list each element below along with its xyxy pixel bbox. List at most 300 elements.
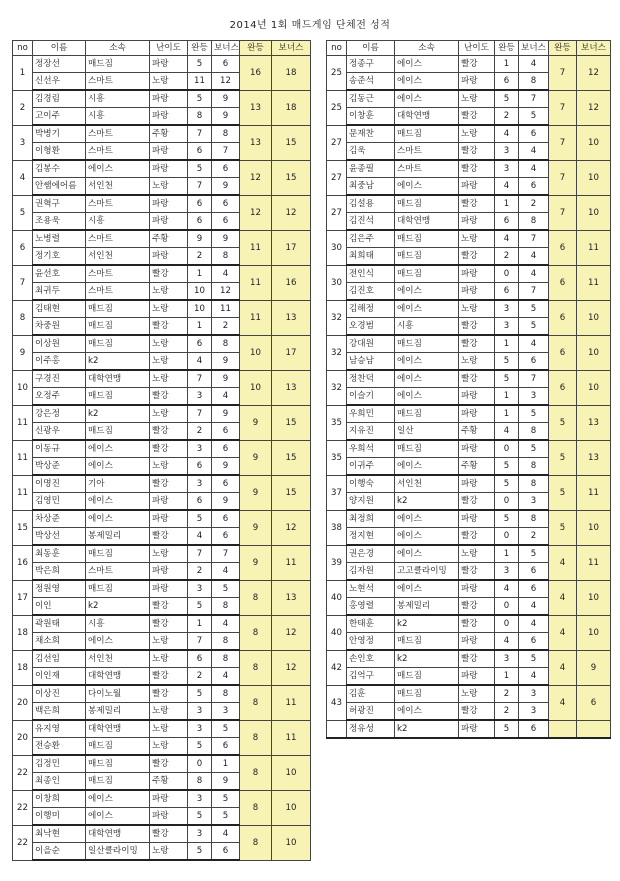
member-top: 2 bbox=[495, 248, 519, 266]
member-affiliation: 에이스 bbox=[395, 56, 459, 73]
affiliation-header: 소속 bbox=[86, 41, 150, 56]
member-difficulty: 빨강 bbox=[459, 108, 495, 126]
member-difficulty: 빨강 bbox=[150, 755, 188, 773]
table-row bbox=[327, 580, 611, 598]
team-total-top: 11 bbox=[240, 230, 272, 265]
team-total-bonus: 10 bbox=[577, 335, 611, 370]
member-name: 양지원 bbox=[347, 493, 395, 511]
member-affiliation: 매드짐 bbox=[86, 423, 150, 441]
member-bonus: 6 bbox=[212, 528, 240, 546]
member-affiliation: 에이스 bbox=[395, 545, 459, 563]
team-rank: 11 bbox=[13, 405, 33, 440]
member-difficulty: 빨강 bbox=[150, 475, 188, 493]
team-total-top: 9 bbox=[240, 405, 272, 440]
member-affiliation: 스마트 bbox=[395, 160, 459, 178]
member-top: 6 bbox=[188, 493, 212, 511]
table-row bbox=[327, 90, 611, 108]
table-row bbox=[13, 230, 311, 248]
member-difficulty: 노랑 bbox=[459, 230, 495, 248]
member-difficulty: 파랑 bbox=[459, 213, 495, 231]
member-bonus: 6 bbox=[212, 738, 240, 756]
member-affiliation: 매드짐 bbox=[395, 335, 459, 353]
member-name: 채소희 bbox=[33, 633, 86, 651]
member-difficulty: 파랑 bbox=[150, 143, 188, 161]
member-affiliation: 매드짐 bbox=[395, 125, 459, 143]
member-name: 이귀주 bbox=[347, 458, 395, 476]
member-bonus: 8 bbox=[519, 213, 549, 231]
member-difficulty: 주황 bbox=[459, 458, 495, 476]
member-name: 지유진 bbox=[347, 423, 395, 441]
member-difficulty: 파랑 bbox=[150, 90, 188, 108]
name-header: 이름 bbox=[347, 41, 395, 56]
table-row bbox=[327, 650, 611, 668]
member-affiliation: 매드짐 bbox=[395, 633, 459, 651]
member-affiliation: 에이스 bbox=[395, 300, 459, 318]
member-difficulty: 빨강 bbox=[459, 370, 495, 388]
member-bonus: 4 bbox=[519, 668, 549, 686]
member-bonus: 4 bbox=[212, 825, 240, 843]
member-name: 백은희 bbox=[33, 703, 86, 721]
member-difficulty: 파랑 bbox=[150, 56, 188, 73]
member-top: 3 bbox=[188, 720, 212, 738]
member-bonus: 3 bbox=[519, 703, 549, 721]
member-top: 3 bbox=[495, 160, 519, 178]
member-name: 이형환 bbox=[33, 143, 86, 161]
member-name: 박병기 bbox=[33, 125, 86, 143]
member-top: 10 bbox=[188, 300, 212, 318]
member-difficulty: 노랑 bbox=[150, 283, 188, 301]
member-name: 우희석 bbox=[347, 440, 395, 458]
table-row bbox=[13, 475, 311, 493]
team-total-bonus: 11 bbox=[577, 230, 611, 265]
member-bonus: 6 bbox=[519, 178, 549, 196]
member-bonus: 3 bbox=[519, 388, 549, 406]
team-rank: 17 bbox=[13, 580, 33, 615]
team-total-bonus bbox=[577, 720, 611, 738]
table-row bbox=[13, 790, 311, 808]
member-name: 유지영 bbox=[33, 720, 86, 738]
member-difficulty: 파랑 bbox=[150, 510, 188, 528]
member-name: 김자원 bbox=[347, 563, 395, 581]
team-rank: 7 bbox=[13, 265, 33, 300]
team-total-top: 7 bbox=[549, 195, 577, 230]
member-difficulty: 빨강 bbox=[459, 160, 495, 178]
member-difficulty: 노랑 bbox=[150, 335, 188, 353]
team-total-top: 4 bbox=[549, 545, 577, 580]
member-affiliation: 대학연맹 bbox=[395, 213, 459, 231]
member-name: 정종구 bbox=[347, 56, 395, 73]
member-bonus: 4 bbox=[519, 160, 549, 178]
team-rank bbox=[327, 720, 347, 738]
team-rank: 32 bbox=[327, 335, 347, 370]
member-bonus: 5 bbox=[212, 808, 240, 826]
team-total-bonus: 10 bbox=[577, 580, 611, 615]
team-total-top: 7 bbox=[549, 56, 577, 91]
member-affiliation: 서인천 bbox=[86, 650, 150, 668]
member-top: 4 bbox=[495, 125, 519, 143]
member-difficulty: 주황 bbox=[150, 125, 188, 143]
member-top: 1 bbox=[495, 56, 519, 73]
table-row bbox=[13, 300, 311, 318]
member-difficulty: 빨강 bbox=[150, 598, 188, 616]
member-bonus: 6 bbox=[212, 213, 240, 231]
member-name: 김은주 bbox=[347, 230, 395, 248]
team-total-top: 6 bbox=[549, 300, 577, 335]
member-top: 5 bbox=[188, 685, 212, 703]
table-row bbox=[13, 90, 311, 108]
team-total-bonus: 10 bbox=[577, 160, 611, 195]
table-row bbox=[327, 615, 611, 633]
name-header: 이름 bbox=[33, 41, 86, 56]
member-difficulty: 파랑 bbox=[459, 668, 495, 686]
member-name: 김설용 bbox=[347, 195, 395, 213]
team-rank: 22 bbox=[13, 825, 33, 860]
member-name: 최동훈 bbox=[33, 545, 86, 563]
table-row bbox=[13, 615, 311, 633]
member-name: 최종인 bbox=[33, 773, 86, 791]
table-row bbox=[13, 685, 311, 703]
member-bonus: 9 bbox=[212, 230, 240, 248]
member-name: 곽원태 bbox=[33, 615, 86, 633]
member-bonus: 8 bbox=[519, 458, 549, 476]
member-affiliation: k2 bbox=[395, 650, 459, 668]
member-top: 7 bbox=[188, 633, 212, 651]
team-rank: 27 bbox=[327, 125, 347, 160]
member-bonus: 9 bbox=[212, 178, 240, 196]
member-affiliation: 다이노월 bbox=[86, 685, 150, 703]
member-affiliation: 서인천 bbox=[395, 475, 459, 493]
team-total-bonus: 18 bbox=[272, 90, 311, 125]
member-name: 김억구 bbox=[347, 668, 395, 686]
member-name: 정유성 bbox=[347, 720, 395, 738]
member-affiliation: 매드짐 bbox=[86, 545, 150, 563]
table-row bbox=[13, 335, 311, 353]
member-top: 5 bbox=[495, 353, 519, 371]
team-total-top: 8 bbox=[240, 755, 272, 790]
member-name: 강대원 bbox=[347, 335, 395, 353]
member-name: 최귀두 bbox=[33, 283, 86, 301]
member-top: 6 bbox=[495, 213, 519, 231]
team-rank: 4 bbox=[13, 160, 33, 195]
member-top: 10 bbox=[188, 283, 212, 301]
table-row bbox=[327, 685, 611, 703]
member-affiliation: k2 bbox=[395, 720, 459, 738]
team-rank: 10 bbox=[13, 370, 33, 405]
member-top: 3 bbox=[188, 703, 212, 721]
team-rank: 2 bbox=[13, 90, 33, 125]
member-name: 김경림 bbox=[33, 90, 86, 108]
left-table-body bbox=[13, 56, 311, 861]
member-bonus: 3 bbox=[519, 685, 549, 703]
member-affiliation: 매드짐 bbox=[86, 755, 150, 773]
top-header: 완등 bbox=[495, 41, 519, 56]
table-row bbox=[327, 300, 611, 318]
member-difficulty: 노랑 bbox=[150, 353, 188, 371]
member-bonus: 4 bbox=[519, 143, 549, 161]
team-total-bonus: 11 bbox=[272, 685, 311, 720]
member-name: 전승환 bbox=[33, 738, 86, 756]
table-row bbox=[327, 405, 611, 423]
table-row bbox=[13, 195, 311, 213]
member-bonus: 9 bbox=[212, 108, 240, 126]
member-top: 5 bbox=[188, 843, 212, 861]
team-total-bonus: 12 bbox=[272, 615, 311, 650]
member-affiliation: 에이스 bbox=[395, 510, 459, 528]
team-total-bonus: 12 bbox=[272, 510, 311, 545]
member-bonus: 9 bbox=[212, 458, 240, 476]
member-bonus: 4 bbox=[212, 615, 240, 633]
member-affiliation: 시흥 bbox=[86, 213, 150, 231]
no-header: no bbox=[327, 41, 347, 56]
member-name: 최중남 bbox=[347, 178, 395, 196]
member-difficulty: 파랑 bbox=[459, 720, 495, 738]
member-affiliation: 에이스 bbox=[395, 388, 459, 406]
team-total-bonus: 9 bbox=[577, 650, 611, 685]
member-bonus: 7 bbox=[212, 545, 240, 563]
member-bonus: 6 bbox=[212, 843, 240, 861]
member-name: 최정희 bbox=[347, 510, 395, 528]
member-name: 이을순 bbox=[33, 843, 86, 861]
member-name: 최낙현 bbox=[33, 825, 86, 843]
member-difficulty: 노랑 bbox=[150, 738, 188, 756]
member-affiliation: 에이스 bbox=[395, 283, 459, 301]
team-total-bonus: 11 bbox=[272, 545, 311, 580]
member-difficulty: 주황 bbox=[150, 773, 188, 791]
team-total-top: 9 bbox=[240, 545, 272, 580]
member-bonus: 6 bbox=[519, 353, 549, 371]
member-top: 5 bbox=[495, 475, 519, 493]
team-rank: 8 bbox=[13, 300, 33, 335]
member-top: 3 bbox=[188, 440, 212, 458]
member-top: 5 bbox=[188, 160, 212, 178]
member-top: 2 bbox=[495, 685, 519, 703]
team-total-bonus: 15 bbox=[272, 475, 311, 510]
member-affiliation: 매드짐 bbox=[395, 405, 459, 423]
member-difficulty: 파랑 bbox=[150, 108, 188, 126]
member-name: 오경범 bbox=[347, 318, 395, 336]
team-rank: 6 bbox=[13, 230, 33, 265]
member-name: 김봉수 bbox=[33, 160, 86, 178]
right-header-row bbox=[327, 41, 611, 56]
team-total-bonus: 11 bbox=[577, 475, 611, 510]
member-top: 3 bbox=[188, 790, 212, 808]
table-row bbox=[13, 825, 311, 843]
member-top: 8 bbox=[188, 108, 212, 126]
team-total-bonus: 11 bbox=[577, 545, 611, 580]
team-total-bonus: 10 bbox=[577, 195, 611, 230]
team-total-top: 7 bbox=[549, 160, 577, 195]
team-total-top: 11 bbox=[240, 265, 272, 300]
member-bonus: 4 bbox=[212, 668, 240, 686]
member-top: 2 bbox=[188, 248, 212, 266]
member-name: 이창희 bbox=[33, 790, 86, 808]
member-bonus: 5 bbox=[212, 790, 240, 808]
member-affiliation: 봉제밀리 bbox=[86, 528, 150, 546]
member-difficulty: 빨강 bbox=[459, 703, 495, 721]
member-difficulty: 빨강 bbox=[459, 195, 495, 213]
team-total-bonus: 15 bbox=[272, 160, 311, 195]
member-top: 7 bbox=[188, 370, 212, 388]
difficulty-header: 난이도 bbox=[459, 41, 495, 56]
member-name: 김영민 bbox=[33, 493, 86, 511]
team-rank: 20 bbox=[13, 685, 33, 720]
member-top: 3 bbox=[188, 388, 212, 406]
member-bonus: 7 bbox=[519, 90, 549, 108]
member-bonus: 8 bbox=[519, 423, 549, 441]
member-difficulty: 빨강 bbox=[459, 56, 495, 73]
member-name: 이슬기 bbox=[347, 388, 395, 406]
member-difficulty: 빨강 bbox=[150, 615, 188, 633]
member-affiliation: 시흥 bbox=[395, 318, 459, 336]
member-top: 4 bbox=[495, 230, 519, 248]
member-difficulty: 빨강 bbox=[150, 318, 188, 336]
member-top: 6 bbox=[188, 195, 212, 213]
document-title: 2014년 1회 매드게임 단체전 성적 bbox=[229, 20, 391, 31]
member-name: 고이주 bbox=[33, 108, 86, 126]
team-total-top: 9 bbox=[240, 475, 272, 510]
member-top: 5 bbox=[495, 720, 519, 738]
table-row bbox=[13, 56, 311, 73]
team-rank: 43 bbox=[327, 685, 347, 720]
member-affiliation: 에이스 bbox=[86, 790, 150, 808]
table-row bbox=[13, 580, 311, 598]
member-difficulty: 파랑 bbox=[150, 195, 188, 213]
team-top-header: 완등 bbox=[549, 41, 577, 56]
member-bonus: 9 bbox=[212, 353, 240, 371]
team-total-top: 10 bbox=[240, 335, 272, 370]
member-name: 윤종필 bbox=[347, 160, 395, 178]
member-top: 6 bbox=[188, 143, 212, 161]
member-name: 정지현 bbox=[347, 528, 395, 546]
member-bonus: 4 bbox=[212, 388, 240, 406]
member-bonus: 4 bbox=[519, 265, 549, 283]
member-top: 5 bbox=[188, 808, 212, 826]
member-affiliation: 에이스 bbox=[86, 808, 150, 826]
member-top: 3 bbox=[188, 475, 212, 493]
team-rank: 42 bbox=[327, 650, 347, 685]
member-top: 6 bbox=[495, 283, 519, 301]
left-header-row bbox=[13, 41, 311, 56]
team-bonus-header: 보너스 bbox=[272, 41, 311, 56]
member-difficulty: 빨강 bbox=[459, 528, 495, 546]
table-row bbox=[13, 370, 311, 388]
member-difficulty: 노랑 bbox=[150, 720, 188, 738]
member-name: 노현석 bbox=[347, 580, 395, 598]
member-name: 김태현 bbox=[33, 300, 86, 318]
member-bonus: 4 bbox=[519, 56, 549, 73]
member-top: 5 bbox=[495, 90, 519, 108]
member-difficulty: 노랑 bbox=[150, 545, 188, 563]
member-affiliation: 스마트 bbox=[86, 230, 150, 248]
team-total-bonus: 13 bbox=[272, 370, 311, 405]
member-name: 이행미 bbox=[33, 808, 86, 826]
team-total-top: 4 bbox=[549, 685, 577, 720]
team-total-bonus: 10 bbox=[577, 125, 611, 160]
team-total-top: 8 bbox=[240, 720, 272, 755]
member-name: 김선임 bbox=[33, 650, 86, 668]
member-name: 송준석 bbox=[347, 73, 395, 91]
member-affiliation: 매드짐 bbox=[86, 56, 150, 73]
team-bonus-header: 보너스 bbox=[577, 41, 611, 56]
team-rank: 1 bbox=[13, 56, 33, 91]
table-row bbox=[327, 265, 611, 283]
member-top: 6 bbox=[495, 73, 519, 91]
team-total-bonus: 18 bbox=[272, 56, 311, 91]
member-affiliation: 매드짐 bbox=[395, 230, 459, 248]
team-total-bonus: 13 bbox=[577, 440, 611, 475]
member-difficulty: 노랑 bbox=[150, 300, 188, 318]
member-name: 차상준 bbox=[33, 510, 86, 528]
member-name: 홍영렬 bbox=[347, 598, 395, 616]
member-difficulty: 빨강 bbox=[150, 388, 188, 406]
member-top: 1 bbox=[188, 615, 212, 633]
member-name: 차중원 bbox=[33, 318, 86, 336]
member-affiliation: 에이스 bbox=[395, 370, 459, 388]
team-total-bonus: 12 bbox=[272, 650, 311, 685]
member-bonus: 5 bbox=[519, 300, 549, 318]
member-name: 전인식 bbox=[347, 265, 395, 283]
member-name: 남승남 bbox=[347, 353, 395, 371]
member-affiliation: 서인천 bbox=[86, 248, 150, 266]
member-difficulty: 노랑 bbox=[459, 685, 495, 703]
member-name: 김훈 bbox=[347, 685, 395, 703]
team-rank: 35 bbox=[327, 440, 347, 475]
member-top: 1 bbox=[188, 318, 212, 336]
member-difficulty: 파랑 bbox=[459, 405, 495, 423]
member-top: 0 bbox=[188, 755, 212, 773]
member-difficulty: 파랑 bbox=[150, 580, 188, 598]
member-top: 3 bbox=[495, 318, 519, 336]
team-total-bonus: 10 bbox=[577, 370, 611, 405]
member-affiliation: k2 bbox=[395, 493, 459, 511]
member-name: 이상원 bbox=[33, 335, 86, 353]
member-affiliation: 에이스 bbox=[395, 178, 459, 196]
member-affiliation: 스마트 bbox=[86, 143, 150, 161]
member-difficulty: 파랑 bbox=[459, 633, 495, 651]
member-bonus: 7 bbox=[212, 143, 240, 161]
member-name: 정기호 bbox=[33, 248, 86, 266]
table-row bbox=[327, 720, 611, 738]
member-bonus: 9 bbox=[212, 90, 240, 108]
team-rank: 40 bbox=[327, 615, 347, 650]
member-affiliation: 매드짐 bbox=[86, 335, 150, 353]
member-top: 3 bbox=[188, 580, 212, 598]
team-total-top: 13 bbox=[240, 125, 272, 160]
team-total-top: 6 bbox=[549, 335, 577, 370]
team-total-top: 8 bbox=[240, 685, 272, 720]
team-rank: 18 bbox=[13, 650, 33, 685]
member-top: 4 bbox=[495, 178, 519, 196]
member-affiliation: 봉제밀리 bbox=[395, 598, 459, 616]
team-rank: 27 bbox=[327, 160, 347, 195]
member-bonus: 3 bbox=[519, 493, 549, 511]
member-bonus: 7 bbox=[519, 370, 549, 388]
table-row bbox=[327, 230, 611, 248]
member-bonus: 8 bbox=[212, 248, 240, 266]
member-difficulty: 노랑 bbox=[459, 353, 495, 371]
member-affiliation: 매드짐 bbox=[86, 580, 150, 598]
member-affiliation: 매드짐 bbox=[86, 318, 150, 336]
member-bonus: 8 bbox=[212, 125, 240, 143]
team-total-top: 8 bbox=[240, 580, 272, 615]
member-difficulty: 노랑 bbox=[150, 178, 188, 196]
team-rank: 25 bbox=[327, 56, 347, 91]
member-bonus: 6 bbox=[212, 423, 240, 441]
member-name: 안영정 bbox=[347, 633, 395, 651]
member-bonus: 4 bbox=[519, 335, 549, 353]
team-rank: 9 bbox=[13, 335, 33, 370]
team-top-header: 완등 bbox=[240, 41, 272, 56]
